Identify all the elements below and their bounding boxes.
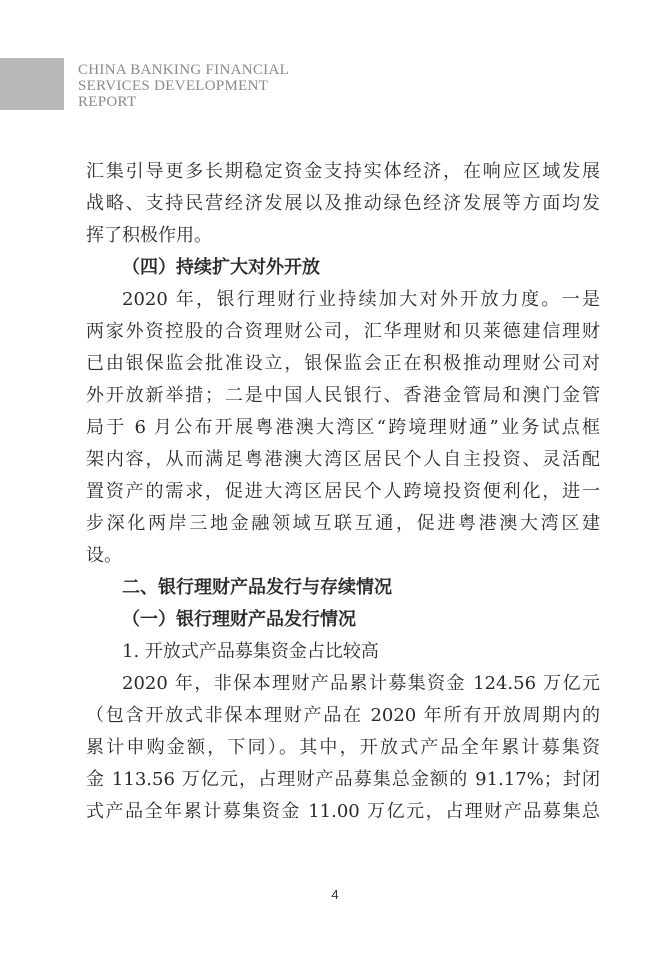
header-gray-block (0, 58, 64, 110)
section-heading-1: （一）银行理财产品发行情况 (122, 609, 356, 630)
paragraph-line: 金 113.56 万亿元，占理财产品募集总金额的 91.17%；封闭 (86, 769, 600, 790)
page-body (86, 156, 600, 828)
paragraph-line: 置资产的需求，促进大湾区居民个人跨境投资便利化，进一 (86, 481, 600, 502)
subheading-1: 1. 开放式产品募集资金占比较高 (122, 641, 379, 662)
paragraph-line: 步深化两岸三地金融领域互联互通，促进粤港澳大湾区建 (86, 513, 600, 534)
header-line-1: CHINA BANKING FINANCIAL (78, 62, 290, 78)
paragraph-line: 局于 6 月公布开展粤港澳大湾区“跨境理财通”业务试点框 (86, 417, 600, 438)
paragraph-line: 已由银保监会批准设立，银保监会正在积极推动理财公司对 (86, 353, 600, 374)
page-number: 4 (331, 887, 339, 902)
paragraph-line: （包含开放式非保本理财产品在 2020 年所有开放周期内的 (86, 705, 600, 726)
paragraph-line: 2020 年，银行理财行业持续加大对外开放力度。一是 (122, 289, 600, 310)
paragraph-line: 设。 (86, 545, 122, 566)
paragraph-line: 两家外资控股的合资理财公司，汇华理财和贝莱德建信理财 (86, 321, 600, 342)
paragraph-line: 外开放新举措；二是中国人民银行、香港金管局和澳门金管 (86, 385, 600, 406)
paragraph-line: 汇集引导更多长期稳定资金支持实体经济，在响应区域发展 (86, 161, 600, 182)
paragraph-line: 架内容，从而满足粤港澳大湾区居民个人自主投资、灵活配 (86, 449, 600, 470)
paragraph-line: 战略、支持民营经济发展以及推动绿色经济发展等方面均发 (86, 193, 600, 214)
header-line-3: REPORT (78, 94, 137, 110)
section-title-2: 二、银行理财产品发行与存续情况 (122, 577, 392, 598)
header-line-2: SERVICES DEVELOPMENT (78, 78, 269, 94)
paragraph-line: 挥了积极作用。 (86, 225, 212, 246)
paragraph-line: 2020 年，非保本理财产品累计募集资金 124.56 万亿元 (122, 673, 600, 694)
section-heading-4: （四）持续扩大对外开放 (122, 257, 320, 278)
report-header (78, 62, 289, 110)
paragraph-line: 累计申购金额，下同）。其中，开放式产品全年累计募集资 (86, 737, 600, 758)
paragraph-line: 式产品全年累计募集资金 11.00 万亿元，占理财产品募集总 (86, 801, 600, 822)
